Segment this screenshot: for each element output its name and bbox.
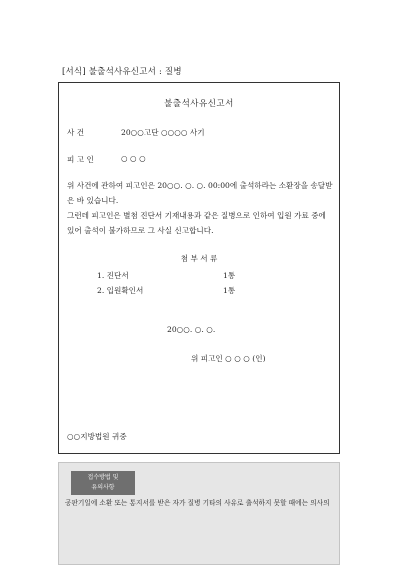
notes-tab-label: 접수방법 및 [87, 474, 119, 481]
signature-line: 위 피고인 ○ ○ ○ (인) [191, 354, 266, 363]
notes-section [58, 462, 340, 565]
defendant-label: 피 고 인 [67, 155, 94, 164]
attachment-count: 1통 [223, 286, 236, 295]
attachment-count: 1통 [223, 271, 236, 280]
attachments-title: 첨 부 서 류 [180, 254, 218, 263]
paragraph-report: 그런데 피고인은 별첨 진단서 기재내용과 같은 질병으로 인하여 입원 가료 중에 있어 출석이 불가하므로 그 사실 신고합니다. [67, 211, 326, 235]
notes-text: 공판기일에 소환 또는 통지서를 받은 자가 질병 기타의 사유로 출석하지 못할 때에는 의사의 [65, 499, 330, 507]
case-value: 20○○고단 ○○○○ 사기 [121, 128, 205, 137]
document-date: 20○○. ○. ○. [167, 325, 216, 334]
court-addressee: ○○지방법원 귀중 [67, 432, 127, 441]
attachment-name: 1. 진단서 [97, 271, 129, 280]
notes-tab [71, 471, 135, 495]
paragraph-summons: 위 사건에 관하여 피고인은 20○○. ○. ○. 00:00에 출석하라는 소환장을 송달받은 바 있습니다. [67, 181, 333, 205]
attachment-name: 2. 입원확인서 [97, 286, 144, 295]
document-title: 불출석사유신고서 [164, 99, 234, 109]
defendant-value: ○ ○ ○ [121, 154, 146, 163]
form-label: [서식] 불출석사유신고서 : 질병 [62, 67, 182, 77]
notes-tab-label: 유의사항 [91, 484, 115, 491]
case-label: 사 건 [67, 128, 85, 137]
document-body [58, 82, 340, 454]
